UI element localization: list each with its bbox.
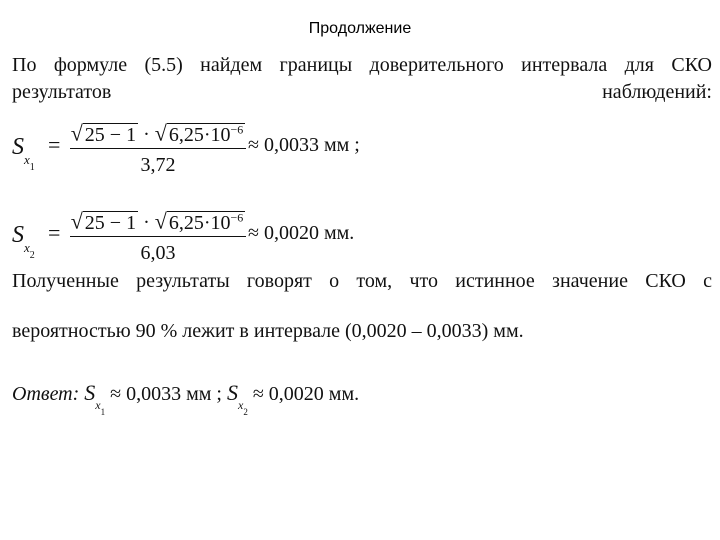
formula-lhs: $S_{x_1}$ — [12, 134, 35, 174]
answer-label: Ответ: — [12, 383, 80, 405]
denominator: 3,72 — [140, 154, 176, 176]
formula-lhs: $S_{x_2}$ — [12, 222, 35, 262]
formula-result: ≈ 0,0020 мм. — [248, 222, 355, 244]
conclusion-line-2: вероятностью 90 % лежит в интервале (0,0020 – 0,0033) мм. — [12, 320, 524, 342]
intro-paragraph: По формуле (5.5) найдем границы доверительного интервала для СКО результатов наблюдений: — [12, 54, 712, 103]
formula-result: ≈ 0,0033 мм ; — [248, 134, 360, 156]
answer-value-1: ≈ 0,0033 мм ; — [110, 383, 222, 405]
numerator: √ 25 − 1 · √ $6,25\cdot 10^{-6}$ — [70, 120, 244, 146]
sqrt-symbol: √ — [154, 120, 167, 146]
answer-line: Ответ: $S_{x_1} \approx 0,0033$ мм ; $S_{x_2} \approx 0,0020$ мм. — [12, 380, 360, 418]
sqrt-symbol: √ — [154, 208, 167, 234]
answer-value-2: ≈ 0,0020 мм. — [252, 383, 360, 405]
equals-sign: = — [48, 132, 61, 157]
fraction-bar — [70, 148, 246, 149]
fraction — [70, 112, 246, 179]
conclusion-line-1: Полученные результаты говорят о том, что истинное значение СКО с — [12, 270, 712, 292]
fraction-bar — [70, 236, 246, 237]
equals-sign: = — [48, 220, 61, 245]
denominator: 6,03 — [140, 242, 176, 264]
slide-title: Продолжение — [308, 20, 412, 37]
sqrt-symbol: √ — [70, 208, 83, 234]
sqrt-symbol: √ — [70, 120, 83, 146]
numerator: √ 25 − 1 · √ $6,25\cdot 10^{-6}$ — [70, 208, 244, 234]
fraction — [70, 200, 246, 267]
